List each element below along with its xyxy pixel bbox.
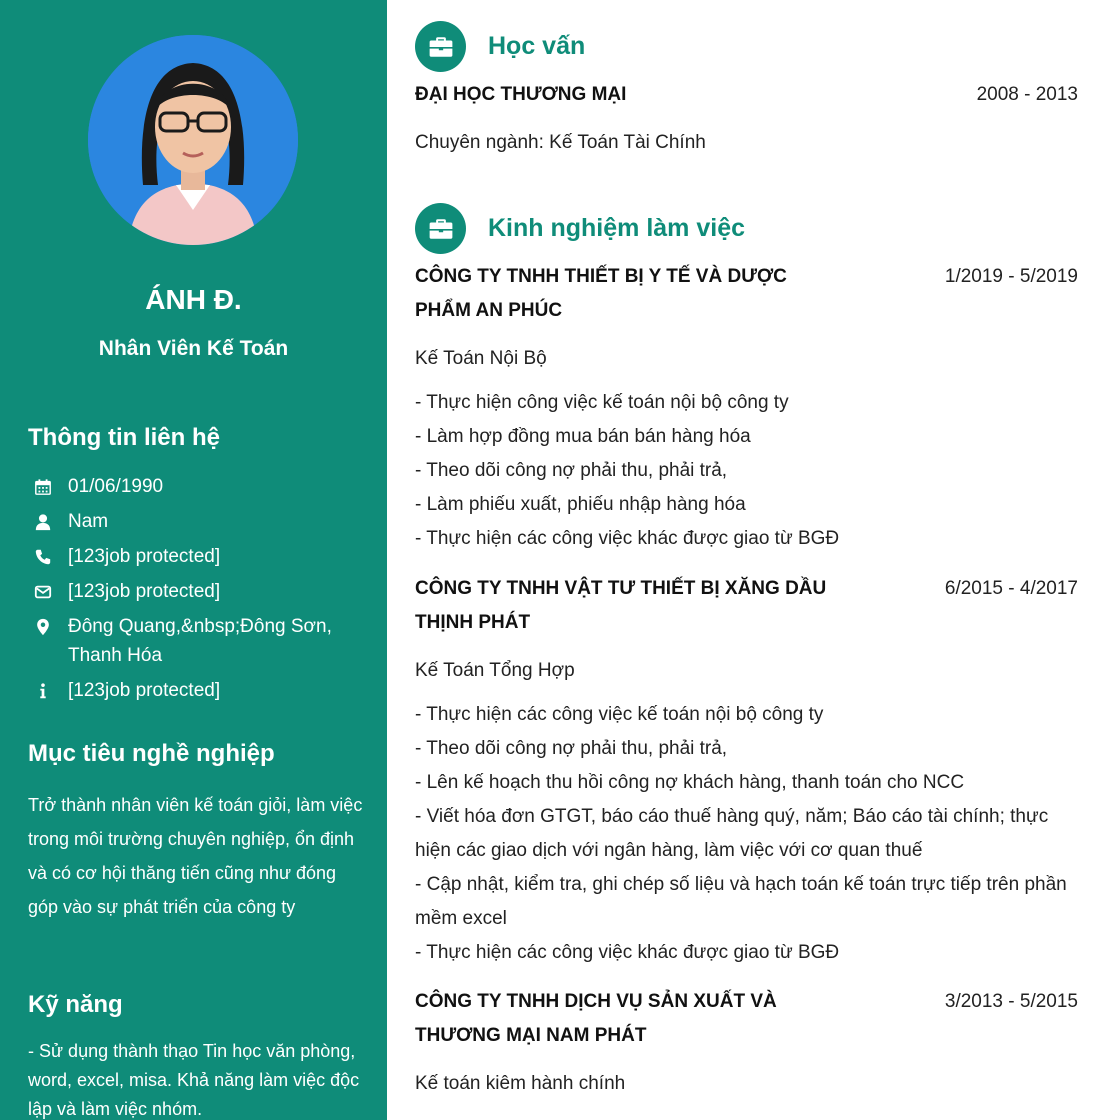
job-position: Kế Toán Tổng Hợp bbox=[415, 660, 575, 681]
contact-email bbox=[28, 577, 368, 606]
map-marker-icon bbox=[28, 612, 68, 641]
job-duty: - Lên kế hoạch thu hồi công nợ khách hàng, thanh toán cho NCC bbox=[415, 772, 965, 793]
job-duties bbox=[415, 386, 1078, 556]
avatar bbox=[88, 35, 298, 245]
contact-birthday bbox=[28, 472, 368, 501]
job-position: Kế Toán Nội Bộ bbox=[415, 348, 547, 369]
contact-address-text: Đông Quang,&nbsp;Đông Sơn, Thanh Hóa bbox=[68, 616, 332, 666]
job-duty: - Theo dõi công nợ phải thu, phải trả, bbox=[415, 738, 728, 759]
user-icon bbox=[28, 507, 68, 536]
job-duties bbox=[415, 698, 1078, 970]
briefcase-icon bbox=[415, 203, 466, 254]
skills-text: - Sử dụng thành thạo Tin học văn phòng, word, excel, misa. Khả năng làm việc độc lập và làm việc nhóm. bbox=[28, 1041, 360, 1119]
job-duty: - Làm hợp đồng mua bán bán hàng hóa bbox=[415, 426, 751, 447]
job-duty: - Viết hóa đơn GTGT, báo cáo thuế hàng quý, năm; Báo cáo tài chính; thực hiện các giao dịch với ngân hàng, làm việc với cơ quan thuế bbox=[415, 806, 1049, 861]
job-duty: - Theo dõi công nợ phải thu, phải trả, bbox=[415, 460, 728, 481]
objective-section-title: Mục tiêu nghề nghiệp bbox=[28, 740, 275, 767]
education-entry bbox=[415, 78, 1078, 160]
info-icon bbox=[28, 676, 68, 705]
contact-info-text: [123job protected] bbox=[68, 680, 221, 701]
job-period: 3/2013 - 5/2015 bbox=[944, 991, 1078, 1012]
education-period: 2008 - 2013 bbox=[976, 84, 1078, 105]
contact-email-text: [123job protected] bbox=[68, 581, 221, 602]
job-period: 6/2015 - 4/2017 bbox=[944, 578, 1078, 599]
company-name: CÔNG TY TNHH DỊCH VỤ SẢN XUẤT VÀ THƯƠNG MẠI NAM PHÁT bbox=[415, 991, 777, 1046]
company-name: CÔNG TY TNHH THIẾT BỊ Y TẾ VÀ DƯỢC PHẨM AN PHÚC bbox=[415, 266, 787, 321]
job-duty: - Thực hiện các công việc kế toán nội bộ công ty bbox=[415, 704, 824, 725]
contact-birthday-text: 01/06/1990 bbox=[68, 476, 164, 497]
phone-icon bbox=[28, 542, 68, 571]
candidate-job-title: Nhân Viên Kế Toán bbox=[98, 337, 289, 360]
envelope-icon bbox=[28, 577, 68, 606]
job-entry bbox=[415, 572, 1078, 970]
job-entry bbox=[415, 985, 1078, 1101]
experience-section-header bbox=[415, 203, 745, 254]
contact-section-title: Thông tin liên hệ bbox=[28, 424, 220, 451]
objective-text: Trở thành nhân viên kế toán giỏi, làm việc trong môi trường chuyên nghiệp, ổn định và có cơ hội thăng tiến cũng như đóng góp vào sự phát triển của công ty bbox=[28, 795, 363, 917]
calendar-icon bbox=[28, 472, 68, 501]
contact-gender-text: Nam bbox=[68, 511, 109, 532]
job-duty: - Cập nhật, kiểm tra, ghi chép số liệu và hạch toán kế toán trực tiếp trên phần mềm excel bbox=[415, 874, 1067, 929]
job-duty: - Thực hiện công việc kế toán nội bộ công ty bbox=[415, 392, 789, 413]
job-entry bbox=[415, 260, 1078, 556]
contact-gender bbox=[28, 507, 368, 536]
job-position: Kế toán kiêm hành chính bbox=[415, 1073, 626, 1094]
contact-info bbox=[28, 676, 368, 705]
school-name: ĐẠI HỌC THƯƠNG MẠI bbox=[415, 84, 627, 105]
experience-section-title: Kinh nghiệm làm việc bbox=[488, 214, 746, 242]
contact-phone-text: [123job protected] bbox=[68, 546, 221, 567]
job-duty: - Thực hiện các công việc khác được giao từ BGĐ bbox=[415, 942, 840, 963]
job-period: 1/2019 - 5/2019 bbox=[944, 266, 1078, 287]
job-duty: - Làm phiếu xuất, phiếu nhập hàng hóa bbox=[415, 494, 746, 515]
education-section-title: Học vấn bbox=[488, 32, 586, 60]
job-duty: - Thực hiện các công việc khác được giao từ BGĐ bbox=[415, 528, 840, 549]
education-section-header bbox=[415, 21, 585, 72]
contact-list bbox=[28, 472, 368, 711]
company-name: CÔNG TY TNHH VẬT TƯ THIẾT BỊ XĂNG DẦU THỊNH PHÁT bbox=[415, 578, 827, 633]
candidate-name: ÁNH Đ. bbox=[145, 284, 242, 315]
skills-section-title: Kỹ năng bbox=[28, 991, 123, 1018]
contact-address bbox=[28, 612, 368, 670]
briefcase-icon bbox=[415, 21, 466, 72]
contact-phone bbox=[28, 542, 368, 571]
education-major: Chuyên ngành: Kế Toán Tài Chính bbox=[415, 132, 706, 153]
avatar-photo bbox=[88, 35, 298, 245]
sidebar bbox=[0, 0, 387, 1120]
main-content bbox=[387, 0, 1106, 1120]
